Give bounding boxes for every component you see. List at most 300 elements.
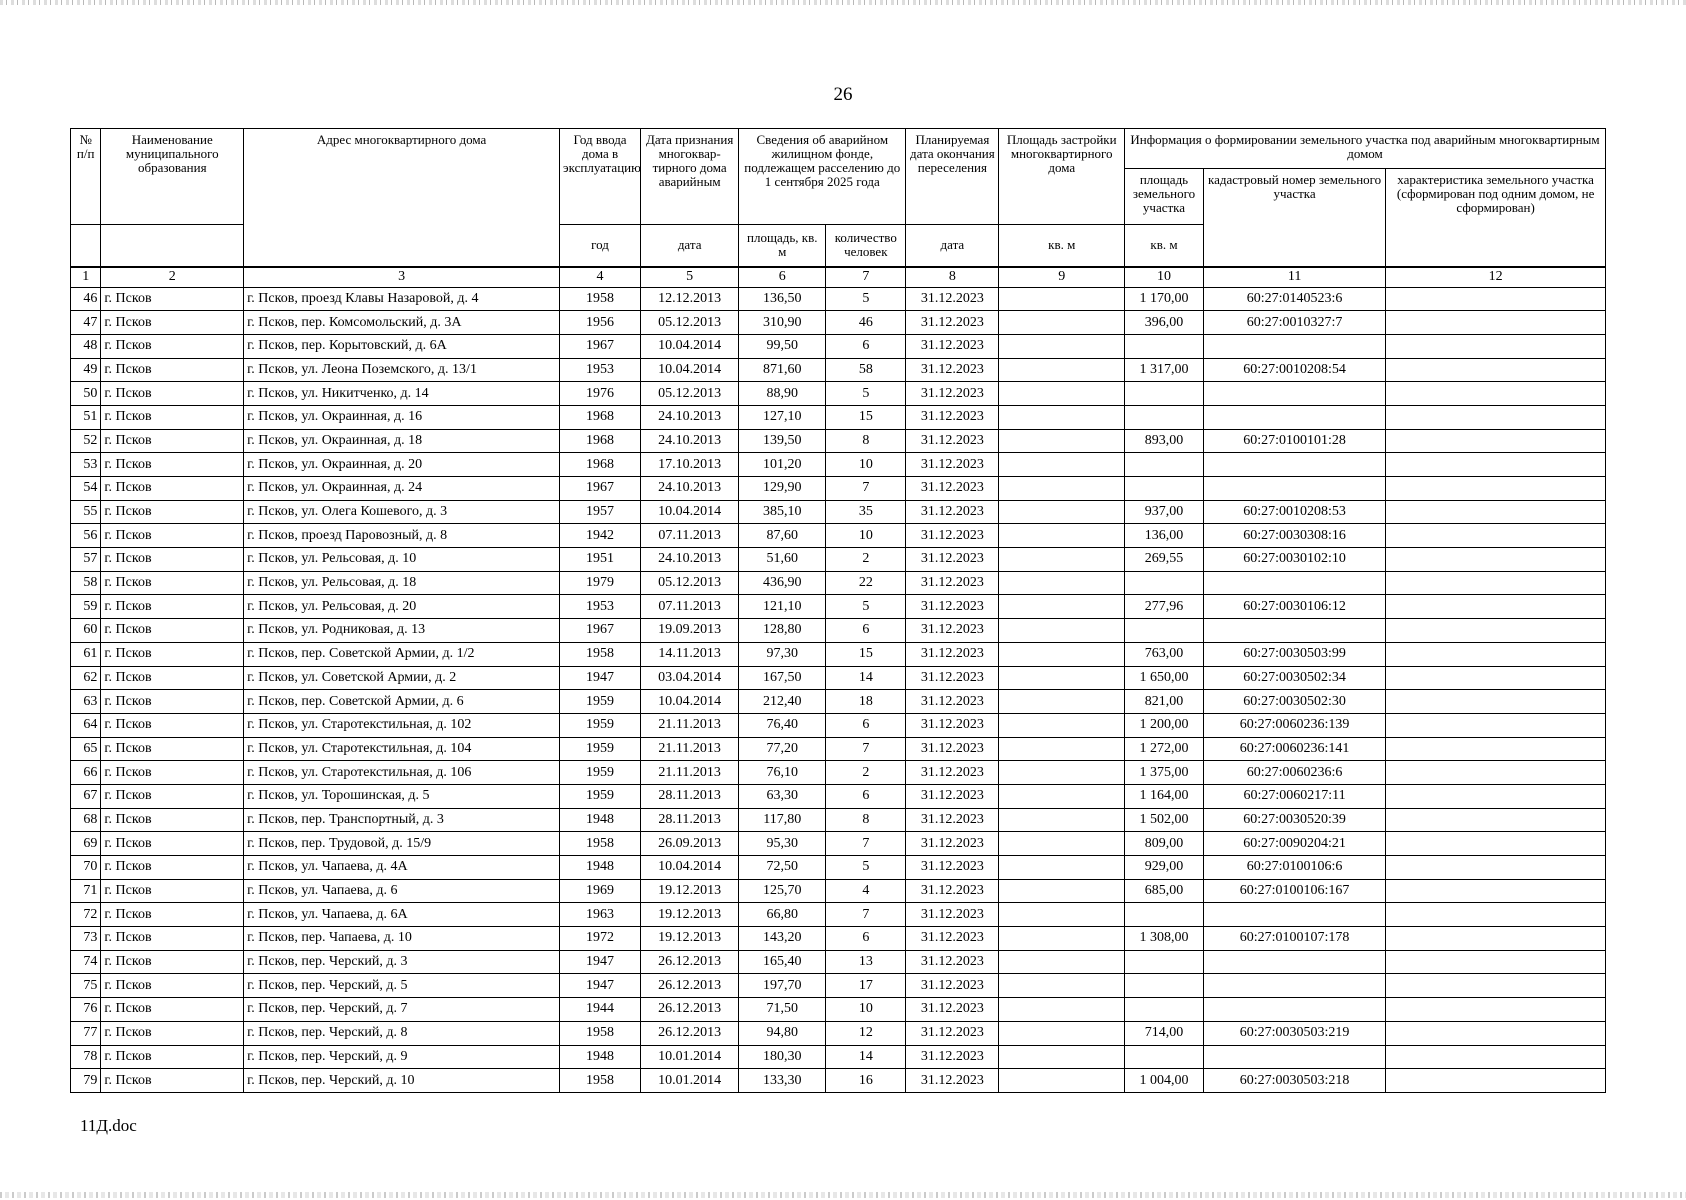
cell-planned-date: 31.12.2023 — [906, 358, 999, 382]
cell-land-characteristic — [1386, 784, 1606, 808]
table-row — [71, 548, 1606, 572]
header-unit-area: площадь, кв. м — [739, 225, 826, 267]
cell-building-area — [999, 1045, 1125, 1069]
cell-land-area — [1125, 382, 1204, 406]
cell-address: г. Псков, ул. Окраинная, д. 18 — [244, 429, 560, 453]
table-row — [71, 808, 1606, 832]
cell-planned-date: 31.12.2023 — [906, 524, 999, 548]
header-unit-year: год — [560, 225, 641, 267]
cell-recognition-date: 05.12.2013 — [641, 382, 739, 406]
cell-address: г. Псков, ул. Старотекстильная, д. 104 — [244, 737, 560, 761]
cell-area: 76,40 — [739, 713, 826, 737]
column-number: 10 — [1125, 267, 1204, 288]
cell-address: г. Псков, пер. Чапаева, д. 10 — [244, 927, 560, 951]
cell-cadastral-number: 60:27:0060236:139 — [1203, 713, 1385, 737]
cell-year: 1959 — [560, 737, 641, 761]
header-unit-people: количество человек — [826, 225, 906, 267]
cell-planned-date: 31.12.2023 — [906, 571, 999, 595]
header-address: Адрес многоквартирного дома — [244, 129, 560, 267]
scan-edge-top — [0, 0, 1686, 5]
cell-land-area: 1 650,00 — [1125, 666, 1204, 690]
cell-planned-date: 31.12.2023 — [906, 595, 999, 619]
cell-address: г. Псков, ул. Родниковая, д. 13 — [244, 619, 560, 643]
table-row — [71, 477, 1606, 501]
cell-municipality: г. Псков — [101, 666, 244, 690]
cell-area: 72,50 — [739, 856, 826, 880]
cell-cadastral-number: 60:27:0030503:99 — [1203, 642, 1385, 666]
header-unit-date: дата — [641, 225, 739, 267]
cell-land-characteristic — [1386, 690, 1606, 714]
header-unit-planned: дата — [906, 225, 999, 267]
cell-year: 1944 — [560, 998, 641, 1022]
cell-land-area — [1125, 950, 1204, 974]
cell-building-area — [999, 832, 1125, 856]
cell-num: 75 — [71, 974, 101, 998]
cell-land-characteristic — [1386, 737, 1606, 761]
cell-year: 1958 — [560, 287, 641, 311]
table-row — [71, 453, 1606, 477]
cell-municipality: г. Псков — [101, 595, 244, 619]
cell-planned-date: 31.12.2023 — [906, 453, 999, 477]
cell-address: г. Псков, пер. Советской Армии, д. 6 — [244, 690, 560, 714]
cell-area: 197,70 — [739, 974, 826, 998]
cell-land-characteristic — [1386, 642, 1606, 666]
cell-area: 871,60 — [739, 358, 826, 382]
cell-land-area — [1125, 619, 1204, 643]
cell-land-area: 1 004,00 — [1125, 1069, 1204, 1093]
cell-recognition-date: 28.11.2013 — [641, 808, 739, 832]
cell-year: 1942 — [560, 524, 641, 548]
cell-municipality: г. Псков — [101, 713, 244, 737]
cell-num: 68 — [71, 808, 101, 832]
cell-num: 77 — [71, 1021, 101, 1045]
cell-year: 1979 — [560, 571, 641, 595]
cell-building-area — [999, 856, 1125, 880]
cell-land-characteristic — [1386, 903, 1606, 927]
cell-municipality: г. Псков — [101, 927, 244, 951]
cell-recognition-date: 05.12.2013 — [641, 571, 739, 595]
cell-planned-date: 31.12.2023 — [906, 974, 999, 998]
cell-cadastral-number — [1203, 477, 1385, 501]
cell-people: 8 — [826, 429, 906, 453]
cell-planned-date: 31.12.2023 — [906, 737, 999, 761]
cell-address: г. Псков, ул. Чапаева, д. 6А — [244, 903, 560, 927]
cell-land-characteristic — [1386, 429, 1606, 453]
cell-recognition-date: 10.04.2014 — [641, 358, 739, 382]
cell-people: 12 — [826, 1021, 906, 1045]
cell-land-area: 714,00 — [1125, 1021, 1204, 1045]
cell-num: 58 — [71, 571, 101, 595]
cell-people: 10 — [826, 453, 906, 477]
cell-cadastral-number: 60:27:0140523:6 — [1203, 287, 1385, 311]
cell-municipality: г. Псков — [101, 571, 244, 595]
cell-recognition-date: 26.12.2013 — [641, 974, 739, 998]
cell-land-area — [1125, 1045, 1204, 1069]
cell-year: 1959 — [560, 784, 641, 808]
cell-num: 51 — [71, 405, 101, 429]
cell-land-area: 269,55 — [1125, 548, 1204, 572]
cell-address: г. Псков, ул. Рельсовая, д. 18 — [244, 571, 560, 595]
cell-municipality: г. Псков — [101, 500, 244, 524]
cell-recognition-date: 24.10.2013 — [641, 429, 739, 453]
column-number: 11 — [1203, 267, 1385, 288]
cell-num: 74 — [71, 950, 101, 974]
header-housing-group: Сведения об аварийном жилищном фонде, подлежащем расселению до 1 сентября 2025 года — [739, 129, 906, 225]
cell-people: 6 — [826, 619, 906, 643]
header-building-area: Площадь застройки многоквартирного дома — [999, 129, 1125, 225]
cell-planned-date: 31.12.2023 — [906, 666, 999, 690]
table-row — [71, 334, 1606, 358]
cell-num: 57 — [71, 548, 101, 572]
cell-area: 95,30 — [739, 832, 826, 856]
cell-cadastral-number: 60:27:0100106:167 — [1203, 879, 1385, 903]
cell-land-area: 277,96 — [1125, 595, 1204, 619]
table-row — [71, 500, 1606, 524]
cell-address: г. Псков, пер. Корытовский, д. 6А — [244, 334, 560, 358]
cell-land-area — [1125, 453, 1204, 477]
cell-year: 1958 — [560, 642, 641, 666]
cell-area: 94,80 — [739, 1021, 826, 1045]
cell-land-characteristic — [1386, 950, 1606, 974]
cell-building-area — [999, 642, 1125, 666]
cell-year: 1947 — [560, 974, 641, 998]
table-row — [71, 903, 1606, 927]
cell-people: 15 — [826, 405, 906, 429]
cell-num: 60 — [71, 619, 101, 643]
cell-municipality: г. Псков — [101, 1021, 244, 1045]
column-number-row — [71, 267, 1606, 288]
cell-land-characteristic — [1386, 334, 1606, 358]
cell-num: 63 — [71, 690, 101, 714]
cell-building-area — [999, 571, 1125, 595]
table-row — [71, 1045, 1606, 1069]
cell-cadastral-number — [1203, 453, 1385, 477]
cell-building-area — [999, 974, 1125, 998]
cell-area: 121,10 — [739, 595, 826, 619]
cell-cadastral-number — [1203, 334, 1385, 358]
cell-cadastral-number: 60:27:0030503:219 — [1203, 1021, 1385, 1045]
cell-address: г. Псков, ул. Окраинная, д. 16 — [244, 405, 560, 429]
cell-area: 143,20 — [739, 927, 826, 951]
cell-people: 7 — [826, 737, 906, 761]
cell-building-area — [999, 548, 1125, 572]
cell-recognition-date: 19.09.2013 — [641, 619, 739, 643]
cell-municipality: г. Псков — [101, 950, 244, 974]
cell-cadastral-number: 60:27:0060217:11 — [1203, 784, 1385, 808]
cell-people: 5 — [826, 287, 906, 311]
cell-cadastral-number — [1203, 974, 1385, 998]
cell-land-area: 1 272,00 — [1125, 737, 1204, 761]
cell-cadastral-number: 60:27:0030502:30 — [1203, 690, 1385, 714]
cell-area: 71,50 — [739, 998, 826, 1022]
table-row — [71, 927, 1606, 951]
cell-num: 61 — [71, 642, 101, 666]
cell-planned-date: 31.12.2023 — [906, 548, 999, 572]
cell-year: 1963 — [560, 903, 641, 927]
table-row — [71, 358, 1606, 382]
cell-num: 47 — [71, 311, 101, 335]
cell-address: г. Псков, пер. Черский, д. 3 — [244, 950, 560, 974]
cell-municipality: г. Псков — [101, 903, 244, 927]
cell-recognition-date: 26.09.2013 — [641, 832, 739, 856]
cell-building-area — [999, 334, 1125, 358]
cell-land-area: 396,00 — [1125, 311, 1204, 335]
cell-cadastral-number: 60:27:0100106:6 — [1203, 856, 1385, 880]
cell-area: 385,10 — [739, 500, 826, 524]
table-row — [71, 737, 1606, 761]
cell-building-area — [999, 405, 1125, 429]
cell-year: 1948 — [560, 808, 641, 832]
cell-year: 1968 — [560, 429, 641, 453]
header-cadastral-number: кадастровый номер земельного участка — [1203, 169, 1385, 267]
cell-cadastral-number — [1203, 903, 1385, 927]
cell-num: 64 — [71, 713, 101, 737]
cell-year: 1959 — [560, 713, 641, 737]
cell-municipality: г. Псков — [101, 453, 244, 477]
cell-people: 2 — [826, 761, 906, 785]
cell-building-area — [999, 808, 1125, 832]
cell-building-area — [999, 500, 1125, 524]
cell-year: 1968 — [560, 453, 641, 477]
cell-address: г. Псков, ул. Окраинная, д. 24 — [244, 477, 560, 501]
cell-area: 139,50 — [739, 429, 826, 453]
cell-area: 167,50 — [739, 666, 826, 690]
cell-recognition-date: 19.12.2013 — [641, 879, 739, 903]
cell-land-characteristic — [1386, 713, 1606, 737]
cell-cadastral-number: 60:27:0030503:218 — [1203, 1069, 1385, 1093]
cell-year: 1951 — [560, 548, 641, 572]
cell-area: 99,50 — [739, 334, 826, 358]
cell-address: г. Псков, ул. Рельсовая, д. 20 — [244, 595, 560, 619]
header-recognition-date: Дата признания многоквар-тирного дома аварийным — [641, 129, 739, 225]
cell-land-area: 809,00 — [1125, 832, 1204, 856]
cell-year: 1958 — [560, 1021, 641, 1045]
cell-land-characteristic — [1386, 358, 1606, 382]
cell-address: г. Псков, ул. Окраинная, д. 20 — [244, 453, 560, 477]
cell-land-area: 937,00 — [1125, 500, 1204, 524]
cell-cadastral-number — [1203, 619, 1385, 643]
cell-land-characteristic — [1386, 666, 1606, 690]
header-land-area: площадь земельного участка — [1125, 169, 1204, 225]
cell-municipality: г. Псков — [101, 808, 244, 832]
cell-cadastral-number — [1203, 998, 1385, 1022]
cell-cadastral-number: 60:27:0100107:178 — [1203, 927, 1385, 951]
cell-land-characteristic — [1386, 619, 1606, 643]
cell-land-area: 1 200,00 — [1125, 713, 1204, 737]
cell-recognition-date: 10.01.2014 — [641, 1069, 739, 1093]
cell-cadastral-number: 60:27:0030520:39 — [1203, 808, 1385, 832]
cell-recognition-date: 26.12.2013 — [641, 998, 739, 1022]
cell-address: г. Псков, ул. Чапаева, д. 4А — [244, 856, 560, 880]
cell-planned-date: 31.12.2023 — [906, 642, 999, 666]
cell-recognition-date: 19.12.2013 — [641, 927, 739, 951]
cell-people: 7 — [826, 477, 906, 501]
cell-recognition-date: 14.11.2013 — [641, 642, 739, 666]
cell-people: 18 — [826, 690, 906, 714]
cell-year: 1947 — [560, 666, 641, 690]
cell-land-characteristic — [1386, 477, 1606, 501]
cell-planned-date: 31.12.2023 — [906, 690, 999, 714]
cell-recognition-date: 21.11.2013 — [641, 737, 739, 761]
cell-address: г. Псков, ул. Чапаева, д. 6 — [244, 879, 560, 903]
cell-num: 73 — [71, 927, 101, 951]
cell-building-area — [999, 358, 1125, 382]
table-body — [71, 287, 1606, 1092]
cell-people: 13 — [826, 950, 906, 974]
cell-building-area — [999, 690, 1125, 714]
table-row — [71, 1069, 1606, 1093]
cell-num: 66 — [71, 761, 101, 785]
cell-recognition-date: 12.12.2013 — [641, 287, 739, 311]
cell-land-characteristic — [1386, 311, 1606, 335]
cell-municipality: г. Псков — [101, 856, 244, 880]
cell-municipality: г. Псков — [101, 477, 244, 501]
cell-cadastral-number — [1203, 1045, 1385, 1069]
cell-municipality: г. Псков — [101, 784, 244, 808]
cell-year: 1969 — [560, 879, 641, 903]
cell-planned-date: 31.12.2023 — [906, 950, 999, 974]
cell-building-area — [999, 998, 1125, 1022]
cell-building-area — [999, 453, 1125, 477]
cell-recognition-date: 07.11.2013 — [641, 595, 739, 619]
table-row — [71, 832, 1606, 856]
cell-land-area — [1125, 903, 1204, 927]
cell-land-area — [1125, 571, 1204, 595]
cell-municipality: г. Псков — [101, 524, 244, 548]
cell-address: г. Псков, ул. Торошинская, д. 5 — [244, 784, 560, 808]
table-row — [71, 642, 1606, 666]
scan-edge-bottom — [0, 1192, 1686, 1198]
cell-building-area — [999, 879, 1125, 903]
cell-planned-date: 31.12.2023 — [906, 1069, 999, 1093]
table-row — [71, 405, 1606, 429]
cell-municipality: г. Псков — [101, 690, 244, 714]
cell-municipality: г. Псков — [101, 1045, 244, 1069]
cell-building-area — [999, 713, 1125, 737]
cell-year: 1967 — [560, 619, 641, 643]
cell-num: 54 — [71, 477, 101, 501]
cell-area: 51,60 — [739, 548, 826, 572]
cell-land-area — [1125, 334, 1204, 358]
table-row — [71, 1021, 1606, 1045]
cell-municipality: г. Псков — [101, 761, 244, 785]
cell-municipality: г. Псков — [101, 287, 244, 311]
cell-recognition-date: 26.12.2013 — [641, 950, 739, 974]
cell-year: 1948 — [560, 856, 641, 880]
cell-cadastral-number: 60:27:0010327:7 — [1203, 311, 1385, 335]
column-number: 4 — [560, 267, 641, 288]
cell-num: 56 — [71, 524, 101, 548]
cell-planned-date: 31.12.2023 — [906, 808, 999, 832]
cell-cadastral-number: 60:27:0060236:6 — [1203, 761, 1385, 785]
cell-land-characteristic — [1386, 1045, 1606, 1069]
cell-land-characteristic — [1386, 548, 1606, 572]
table-row — [71, 595, 1606, 619]
cell-recognition-date: 17.10.2013 — [641, 453, 739, 477]
cell-address: г. Псков, пер. Транспортный, д. 3 — [244, 808, 560, 832]
column-number: 7 — [826, 267, 906, 288]
table-row — [71, 287, 1606, 311]
cell-building-area — [999, 311, 1125, 335]
column-number: 2 — [101, 267, 244, 288]
cell-planned-date: 31.12.2023 — [906, 903, 999, 927]
cell-land-characteristic — [1386, 808, 1606, 832]
cell-planned-date: 31.12.2023 — [906, 405, 999, 429]
cell-people: 5 — [826, 382, 906, 406]
cell-municipality: г. Псков — [101, 334, 244, 358]
cell-land-area: 821,00 — [1125, 690, 1204, 714]
cell-num: 50 — [71, 382, 101, 406]
cell-num: 70 — [71, 856, 101, 880]
column-number: 5 — [641, 267, 739, 288]
table-row — [71, 998, 1606, 1022]
cell-area: 87,60 — [739, 524, 826, 548]
cell-land-area — [1125, 974, 1204, 998]
cell-land-characteristic — [1386, 287, 1606, 311]
cell-land-area: 136,00 — [1125, 524, 1204, 548]
cell-address: г. Псков, ул. Старотекстильная, д. 106 — [244, 761, 560, 785]
cell-planned-date: 31.12.2023 — [906, 619, 999, 643]
cell-num: 65 — [71, 737, 101, 761]
cell-planned-date: 31.12.2023 — [906, 477, 999, 501]
cell-building-area — [999, 1021, 1125, 1045]
emergency-housing-table — [70, 128, 1606, 1093]
cell-municipality: г. Псков — [101, 548, 244, 572]
cell-area: 125,70 — [739, 879, 826, 903]
cell-year: 1958 — [560, 832, 641, 856]
cell-land-characteristic — [1386, 1069, 1606, 1093]
table-row — [71, 619, 1606, 643]
header-land-characteristic: характеристика земельного участка (сформирован под одним домом, не сформирован) — [1386, 169, 1606, 267]
header-land-group: Информация о формировании земельного участка под аварийным многоквартирным домом — [1125, 129, 1606, 169]
cell-num: 69 — [71, 832, 101, 856]
cell-area: 129,90 — [739, 477, 826, 501]
cell-land-characteristic — [1386, 405, 1606, 429]
cell-area: 180,30 — [739, 1045, 826, 1069]
column-number: 3 — [244, 267, 560, 288]
cell-num: 49 — [71, 358, 101, 382]
cell-year: 1959 — [560, 690, 641, 714]
column-number: 8 — [906, 267, 999, 288]
cell-cadastral-number — [1203, 405, 1385, 429]
cell-land-characteristic — [1386, 500, 1606, 524]
cell-people: 46 — [826, 311, 906, 335]
cell-building-area — [999, 524, 1125, 548]
cell-num: 48 — [71, 334, 101, 358]
cell-land-characteristic — [1386, 453, 1606, 477]
cell-year: 1947 — [560, 950, 641, 974]
header-unit-municipality — [101, 225, 244, 267]
cell-cadastral-number: 60:27:0030106:12 — [1203, 595, 1385, 619]
cell-people: 16 — [826, 1069, 906, 1093]
cell-planned-date: 31.12.2023 — [906, 287, 999, 311]
cell-recognition-date: 21.11.2013 — [641, 761, 739, 785]
cell-recognition-date: 10.01.2014 — [641, 1045, 739, 1069]
column-number: 1 — [71, 267, 101, 288]
cell-people: 5 — [826, 856, 906, 880]
cell-land-area: 1 317,00 — [1125, 358, 1204, 382]
cell-building-area — [999, 595, 1125, 619]
cell-municipality: г. Псков — [101, 998, 244, 1022]
cell-num: 53 — [71, 453, 101, 477]
cell-land-characteristic — [1386, 974, 1606, 998]
cell-planned-date: 31.12.2023 — [906, 784, 999, 808]
cell-people: 14 — [826, 666, 906, 690]
cell-num: 79 — [71, 1069, 101, 1093]
cell-people: 5 — [826, 595, 906, 619]
cell-area: 97,30 — [739, 642, 826, 666]
table-row — [71, 856, 1606, 880]
